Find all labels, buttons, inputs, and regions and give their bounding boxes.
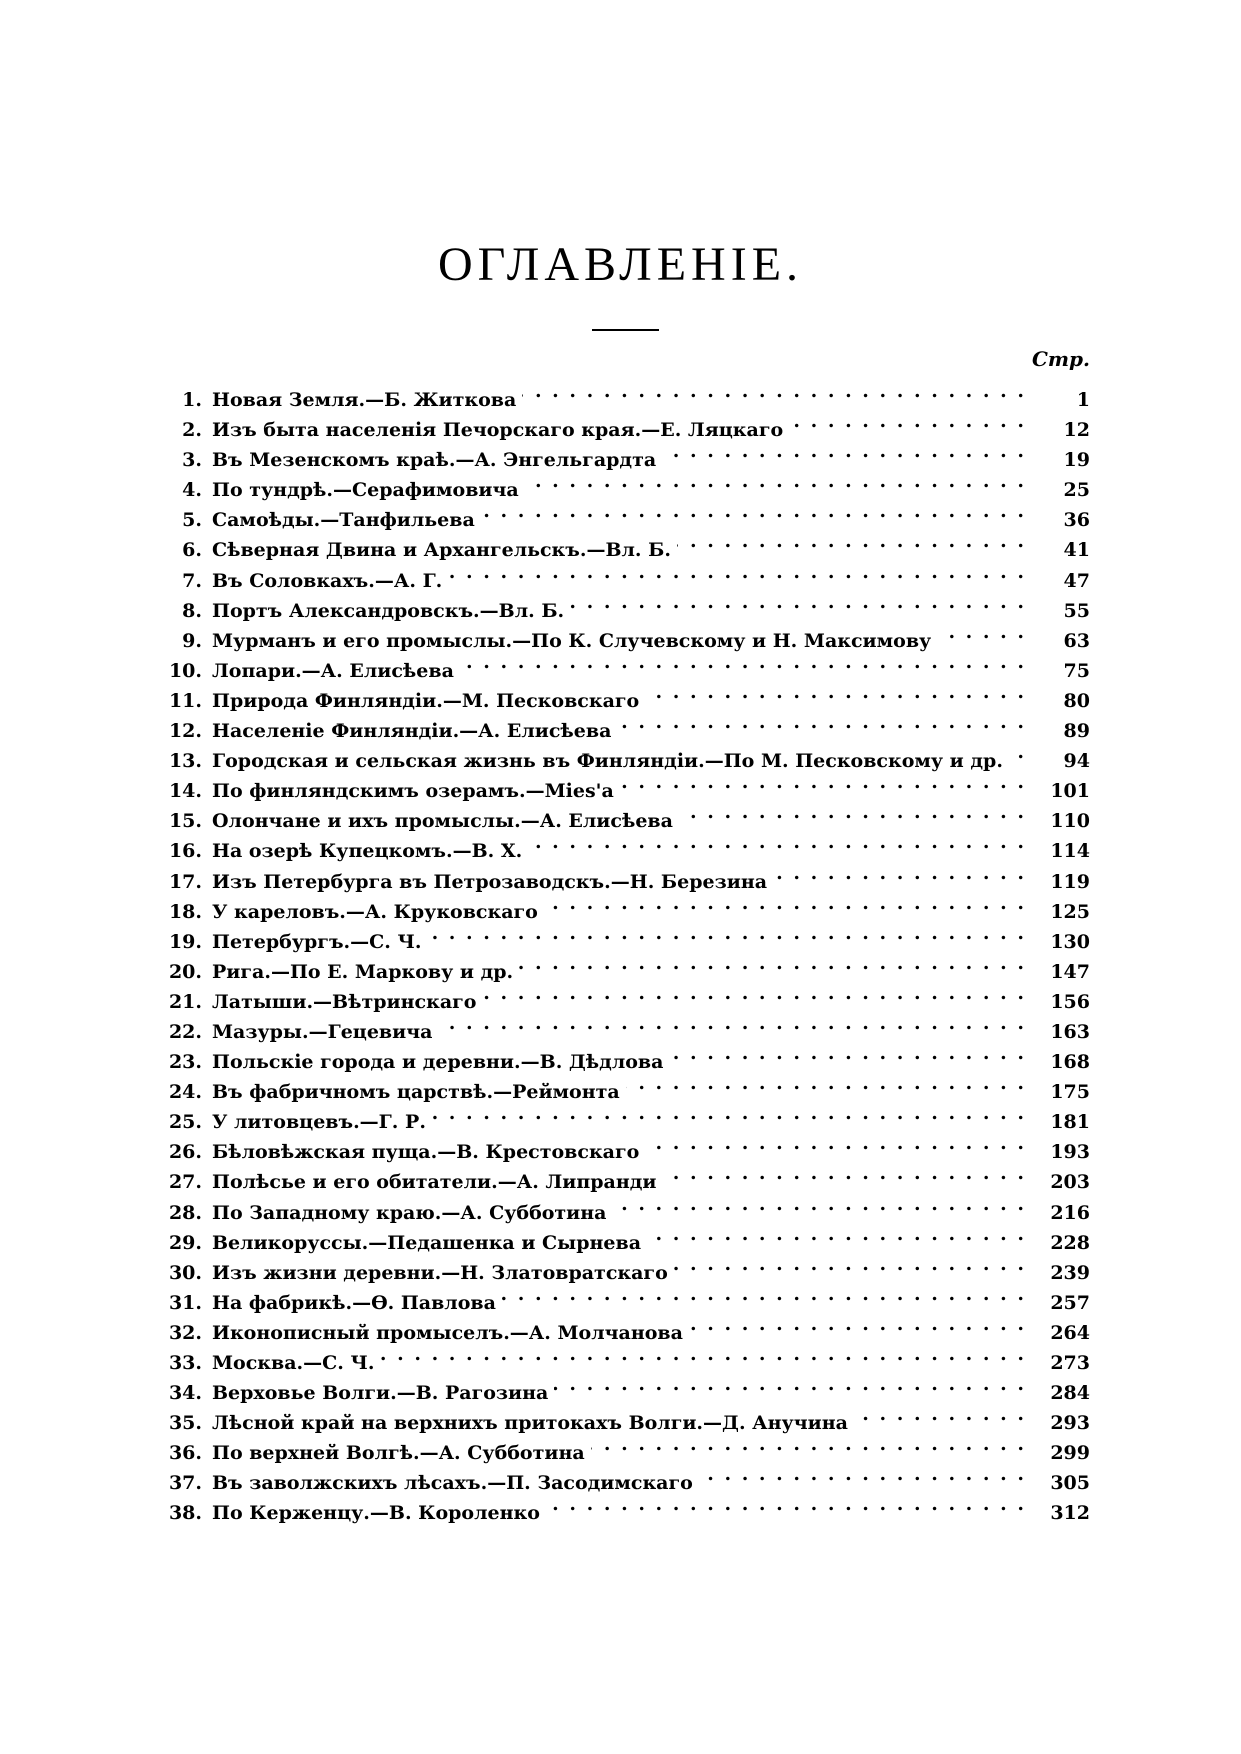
toc-entry-page: 114 xyxy=(1050,840,1090,863)
toc-entry-number: 14. xyxy=(168,780,202,803)
toc-entry-title: По Западному краю.—А. Субботина xyxy=(212,1201,607,1224)
toc-entry-page: 168 xyxy=(1050,1051,1090,1074)
title-divider xyxy=(592,329,659,331)
toc-dot-leader xyxy=(482,978,1026,1008)
toc-entry-page: 119 xyxy=(1050,870,1090,893)
toc-entry-page: 125 xyxy=(1050,900,1090,923)
toc-entry-number: 33. xyxy=(168,1352,202,1374)
toc-dot-leader xyxy=(620,767,1026,797)
toc-entry-number: 4. xyxy=(182,479,202,502)
toc-entry-page: 163 xyxy=(1050,1020,1090,1043)
toc-entry-number: 37. xyxy=(168,1472,202,1495)
toc-dot-leader xyxy=(854,1399,1026,1429)
toc-dot-leader xyxy=(699,1459,1026,1489)
toc-entry-title: Въ фабричномъ царствѣ.—Реймонта xyxy=(212,1081,620,1104)
toc-entry-page: 175 xyxy=(1050,1081,1090,1104)
toc-entry-page: 89 xyxy=(1063,720,1090,743)
toc-dot-leader xyxy=(662,436,1026,466)
toc-dot-leader xyxy=(773,858,1026,888)
toc-entry-page: 239 xyxy=(1050,1261,1090,1284)
toc-entry-title: Рига.—По Е. Маркову и др. xyxy=(212,960,514,983)
page-column-label: Стр. xyxy=(1031,347,1090,371)
toc-entry-number: 6. xyxy=(182,539,202,562)
toc-entry-number: 25. xyxy=(168,1111,202,1134)
toc-entry-title: Польскіе города и деревни.—В. Дѣдлова xyxy=(212,1051,664,1074)
toc-entry-number: 8. xyxy=(182,599,202,622)
toc-dot-leader xyxy=(544,888,1026,918)
toc-entry-title: Самоѣды.—Танфильева xyxy=(212,509,475,532)
toc-dot-leader xyxy=(522,376,1026,406)
toc-entry-number: 2. xyxy=(182,419,202,442)
toc-dot-leader xyxy=(438,1008,1026,1038)
toc-entry-page: 55 xyxy=(1063,599,1090,622)
toc-entry-number: 9. xyxy=(182,629,202,652)
toc-entry-page: 228 xyxy=(1050,1231,1090,1254)
table-of-contents xyxy=(150,376,1090,1525)
toc-entry-title: Петербургъ.—С. Ч. xyxy=(212,930,422,953)
toc-entry-page: 305 xyxy=(1050,1472,1090,1495)
toc-entry-number: 31. xyxy=(168,1291,202,1314)
toc-entry-number: 22. xyxy=(168,1020,202,1043)
toc-entry-number: 20. xyxy=(168,960,202,983)
toc-entry-title: Изъ Петербурга въ Петрозаводскъ.—Н. Березина xyxy=(212,870,768,893)
toc-entry-number: 27. xyxy=(168,1171,202,1194)
toc-entry-page: 193 xyxy=(1050,1141,1090,1164)
toc-entry xyxy=(150,376,1090,411)
toc-dot-leader xyxy=(674,1249,1026,1279)
toc-dot-leader xyxy=(645,1128,1026,1158)
toc-entry-number: 10. xyxy=(168,659,202,682)
toc-entry-page: 110 xyxy=(1050,810,1090,833)
toc-entry-number: 15. xyxy=(168,810,202,833)
toc-entry-number: 18. xyxy=(168,900,202,923)
toc-dot-leader xyxy=(677,526,1026,556)
toc-dot-leader xyxy=(448,557,1026,587)
toc-entry-title: Иконописный промыселъ.—А. Молчанова xyxy=(212,1321,683,1344)
toc-entry-page: 216 xyxy=(1050,1201,1090,1224)
toc-entry-title: Изъ быта населенія Печорскаго края.—Е. Ляцкаго xyxy=(212,419,784,442)
toc-entry-number: 38. xyxy=(168,1502,202,1525)
toc-entry-number: 12. xyxy=(168,720,202,743)
page-title: ОГЛАВЛЕНІЕ. xyxy=(437,238,804,291)
toc-entry-title: Мазуры.—Гецевича xyxy=(212,1020,433,1043)
toc-entry-page: 293 xyxy=(1050,1412,1090,1435)
toc-dot-leader xyxy=(502,1279,1026,1309)
toc-entry-number: 28. xyxy=(168,1201,202,1224)
toc-dot-leader xyxy=(546,1489,1026,1519)
toc-entry-title: Москва.—С. Ч. xyxy=(212,1352,375,1374)
toc-entry-title: Великоруссы.—Педашенка и Сырнева xyxy=(212,1231,642,1254)
toc-entry-number: 24. xyxy=(168,1081,202,1104)
toc-dot-leader xyxy=(570,587,1026,617)
toc-entry-page: 101 xyxy=(1050,780,1090,803)
toc-entry-number: 36. xyxy=(168,1442,202,1465)
toc-entry-title: На фабрикѣ.—Ѳ. Павлова xyxy=(212,1291,496,1314)
toc-entry-title: Олончане и ихъ промыслы.—А. Елисѣева xyxy=(212,810,673,833)
toc-entry-title: По верхней Волгѣ.—А. Субботина xyxy=(212,1442,585,1465)
toc-entry-title: Городская и сельская жизнь въ Финляндіи.—По М. Песковскому и др. xyxy=(212,750,1003,773)
toc-dot-leader xyxy=(645,677,1026,707)
toc-dot-leader xyxy=(1009,737,1026,767)
toc-dot-leader xyxy=(663,1158,1026,1188)
toc-entry-number: 5. xyxy=(182,509,202,532)
toc-entry-title: Въ Соловкахъ.—А. Г. xyxy=(212,569,443,592)
toc-entry-title: Латыши.—Вѣтринскаго xyxy=(212,990,477,1013)
toc-entry-title: Верховье Волги.—В. Рагозина xyxy=(212,1382,549,1405)
toc-dot-leader xyxy=(647,1219,1026,1249)
toc-entry-title: У кареловъ.—А. Круковскаго xyxy=(212,900,538,923)
toc-entry-number: 7. xyxy=(182,569,202,592)
toc-entry-number: 23. xyxy=(168,1051,202,1074)
toc-entry-number: 30. xyxy=(168,1261,202,1284)
toc-entry-page: 41 xyxy=(1063,539,1090,562)
toc-entry-page: 203 xyxy=(1050,1171,1090,1194)
toc-dot-leader xyxy=(432,1098,1026,1128)
toc-dot-leader xyxy=(460,647,1026,677)
toc-entry-page: 1 xyxy=(1076,389,1090,411)
toc-entry-title: Населеніе Финляндіи.—А. Елисѣева xyxy=(212,720,612,743)
toc-entry-page: 130 xyxy=(1050,930,1090,953)
toc-entry-title: Новая Земля.—Б. Житкова xyxy=(212,389,517,411)
toc-entry-title: По тундрѣ.—Серафимовича xyxy=(212,479,519,502)
toc-dot-leader xyxy=(591,1429,1026,1459)
toc-dot-leader xyxy=(689,1309,1026,1339)
toc-entry-page: 36 xyxy=(1063,509,1090,532)
toc-entry-page: 156 xyxy=(1050,990,1090,1013)
toc-dot-leader xyxy=(789,406,1026,436)
toc-dot-leader xyxy=(427,918,1026,948)
toc-entry-number: 26. xyxy=(168,1141,202,1164)
toc-entry-title: Полѣсье и его обитатели.—А. Липранди xyxy=(212,1171,657,1194)
toc-entry-title: Изъ жизни деревни.—Н. Златовратскаго xyxy=(212,1261,668,1284)
toc-entry-title: Портъ Александровскъ.—Вл. Б. xyxy=(212,599,565,622)
toc-entry-page: 299 xyxy=(1050,1442,1090,1465)
toc-entry-page: 75 xyxy=(1063,659,1090,682)
toc-entry-title: На озерѣ Купецкомъ.—В. Х. xyxy=(212,840,523,863)
toc-entry-number: 21. xyxy=(168,990,202,1013)
toc-entry-page: 94 xyxy=(1063,750,1090,773)
toc-entry-page: 47 xyxy=(1063,569,1090,592)
toc-dot-leader xyxy=(525,466,1026,496)
toc-entry-title: Сѣверная Двина и Архангельскъ.—Вл. Б. xyxy=(212,539,671,562)
toc-entry-number: 1. xyxy=(182,389,202,411)
toc-dot-leader xyxy=(617,707,1026,737)
toc-entry-title: Мурманъ и его промыслы.—По К. Случевскому и Н. Максимову xyxy=(212,629,932,652)
toc-entry-number: 13. xyxy=(168,750,202,773)
toc-entry-title: Въ Мезенскомъ краѣ.—А. Энгельгардта xyxy=(212,449,657,472)
toc-entry-title: Въ заволжскихъ лѣсахъ.—П. Засодимскаго xyxy=(212,1472,693,1495)
toc-entry-number: 16. xyxy=(168,840,202,863)
toc-dot-leader xyxy=(528,827,1026,857)
toc-entry-number: 11. xyxy=(168,689,202,712)
toc-entry-title: По Керженцу.—В. Короленко xyxy=(212,1502,540,1525)
toc-dot-leader xyxy=(519,948,1026,978)
toc-dot-leader xyxy=(481,496,1026,526)
toc-entry-page: 181 xyxy=(1050,1111,1090,1134)
toc-entry-page: 12 xyxy=(1063,419,1090,442)
toc-entry-title: Лопари.—А. Елисѣева xyxy=(212,659,454,682)
toc-entry-page: 273 xyxy=(1050,1352,1090,1374)
toc-entry-number: 17. xyxy=(168,870,202,893)
toc-entry-page: 312 xyxy=(1050,1502,1090,1525)
toc-entry-title: Бѣловѣжская пуща.—В. Крестовскаго xyxy=(212,1141,640,1164)
toc-entry-title: Лѣсной край на верхнихъ притокахъ Волги.—Д. Анучина xyxy=(212,1412,848,1435)
toc-dot-leader xyxy=(679,797,1026,827)
toc-entry-page: 19 xyxy=(1063,449,1090,472)
toc-entry-page: 63 xyxy=(1063,629,1090,652)
toc-dot-leader xyxy=(613,1189,1027,1219)
toc-entry-title: Природа Финляндіи.—М. Песковскаго xyxy=(212,689,640,712)
toc-entry-title: По финляндскимъ озерамъ.—Mies'a xyxy=(212,780,614,803)
toc-entry-page: 80 xyxy=(1063,689,1090,712)
toc-entry-page: 284 xyxy=(1050,1382,1090,1405)
toc-dot-leader xyxy=(937,617,1026,647)
toc-entry-page: 264 xyxy=(1050,1321,1090,1344)
toc-entry-number: 32. xyxy=(168,1321,202,1344)
toc-dot-leader xyxy=(626,1068,1026,1098)
toc-dot-leader xyxy=(669,1038,1026,1068)
toc-entry-title: У литовцевъ.—Г. Р. xyxy=(212,1111,426,1134)
toc-entry-page: 257 xyxy=(1050,1291,1090,1314)
toc-entry-number: 29. xyxy=(168,1231,202,1254)
toc-dot-leader xyxy=(554,1369,1026,1399)
toc-entry-number: 19. xyxy=(168,930,202,953)
toc-dot-leader xyxy=(380,1339,1026,1369)
toc-entry-number: 3. xyxy=(182,449,202,472)
toc-entry-number: 35. xyxy=(168,1412,202,1435)
toc-entry-page: 25 xyxy=(1063,479,1090,502)
toc-entry-page: 147 xyxy=(1050,960,1090,983)
toc-entry-number: 34. xyxy=(168,1382,202,1405)
